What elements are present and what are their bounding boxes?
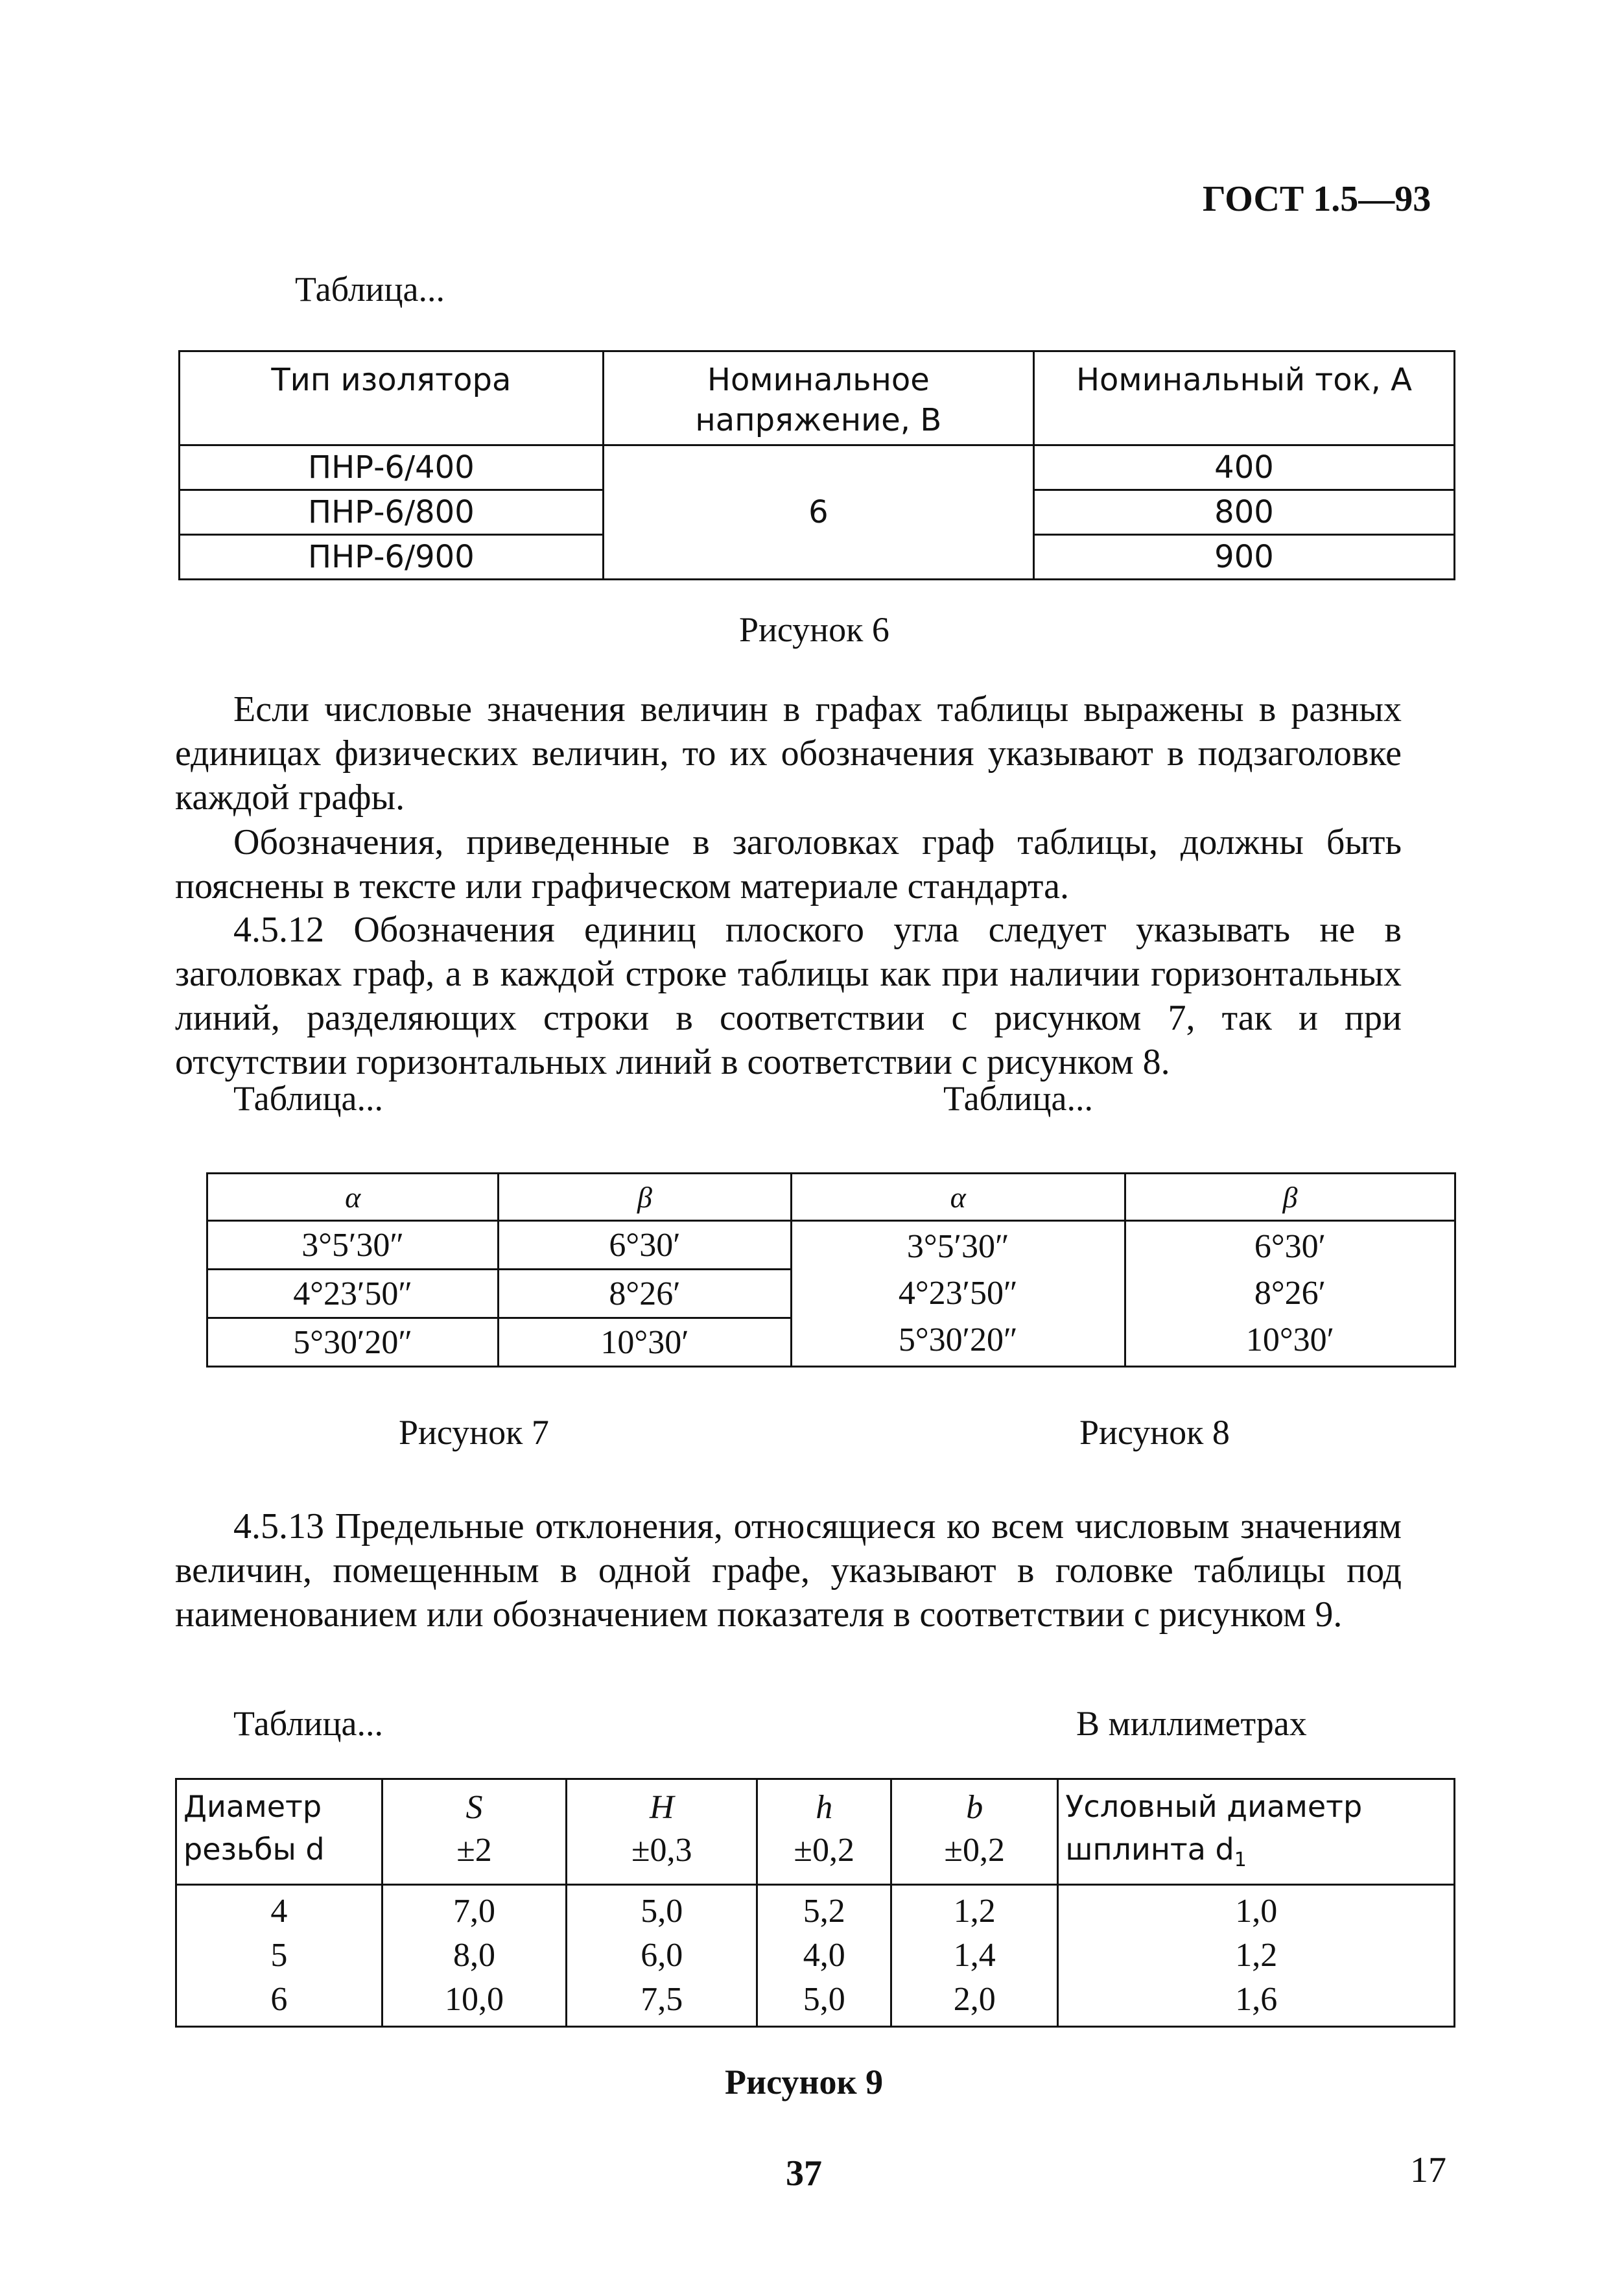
table3-units: В миллиметрах xyxy=(1076,1704,1307,1743)
col-header-thread-diameter: Диаметр резьбы d xyxy=(176,1779,382,1885)
cell-alpha: 3°5′30″ xyxy=(207,1221,499,1270)
cell-alpha: 3°5′30″ xyxy=(906,1228,1009,1265)
col-header-voltage: Номинальное напряжение, В xyxy=(603,351,1033,445)
document-code: ГОСТ 1.5—93 xyxy=(1203,179,1431,219)
col-header-beta: β xyxy=(499,1174,791,1221)
col-H-values: 5,0 6,0 7,5 xyxy=(567,1885,757,2027)
page-number-center: 37 xyxy=(786,2153,822,2194)
table2-caption-left: Таблица... xyxy=(233,1079,383,1118)
table-angles xyxy=(206,1172,1456,1367)
page-number-right: 17 xyxy=(1410,2150,1446,2190)
col-h-values: 5,2 4,0 5,0 xyxy=(757,1885,891,2027)
cell-type: ПНР-6/800 xyxy=(180,490,604,535)
figure-6-caption: Рисунок 6 xyxy=(739,610,889,649)
cell-beta: 10°30′ xyxy=(499,1318,791,1367)
figure-7-caption: Рисунок 7 xyxy=(399,1413,549,1452)
paragraph-4-5-12: 4.5.12 Обозначения единиц плоского угла следует указывать не в заголовках граф, а в каждой строке таблицы как при наличии горизонтальных линий, разделяющих строки в соответствии с рисунком 7, так и при отсутствии горизонтальных линий в соответствии с рисунком 8. xyxy=(175,910,1402,1082)
cell-type: ПНР-6/900 xyxy=(180,535,604,580)
col-header-alpha: α xyxy=(207,1174,499,1221)
col-header-beta: β xyxy=(1125,1174,1455,1221)
table-cotter-pins xyxy=(175,1778,1455,2028)
col-S-values: 7,0 8,0 10,0 xyxy=(382,1885,566,2027)
col-d1-values: 1,0 1,2 1,6 xyxy=(1058,1885,1455,2027)
paragraph-designations: Обозначения, приведенные в заголовках граф таблицы, должны быть пояснены в тексте или графическом материале стандарта. xyxy=(175,822,1402,906)
cell-current: 800 xyxy=(1033,490,1454,535)
paragraph-4-5-13: 4.5.13 Предельные отклонения, относящиеся ко всем числовым значениям величин, помещенным в одной графе, указывают в головке таблицы под наименованием или обозначением показателя в соответствии с рисунком 9. xyxy=(175,1506,1402,1635)
cell-current: 400 xyxy=(1033,445,1454,490)
cell-beta: 8°26′ xyxy=(1254,1275,1326,1312)
table1-caption: Таблица... xyxy=(295,270,445,309)
figure-9-caption: Рисунок 9 xyxy=(725,2063,884,2101)
cell-voltage: 6 xyxy=(603,445,1033,580)
table2-caption-right: Таблица... xyxy=(943,1079,1093,1118)
cell-alpha: 4°23′50″ xyxy=(898,1275,1018,1312)
table3-caption: Таблица... xyxy=(233,1704,383,1743)
col-d-values: 4 5 6 xyxy=(176,1885,382,2027)
cell-beta: 6°30′ xyxy=(1254,1228,1326,1265)
col-header-alpha: α xyxy=(791,1174,1125,1221)
cell-beta: 8°26′ xyxy=(499,1270,791,1318)
fig8-beta-column xyxy=(1125,1221,1455,1367)
cell-type: ПНР-6/400 xyxy=(180,445,604,490)
cell-beta: 10°30′ xyxy=(1245,1321,1334,1358)
col-header-S: S ±2 xyxy=(382,1779,566,1885)
cell-alpha: 5°30′20″ xyxy=(207,1318,499,1367)
cell-alpha: 5°30′20″ xyxy=(898,1321,1018,1358)
col-header-h: h ±0,2 xyxy=(757,1779,891,1885)
fig8-alpha-column xyxy=(791,1221,1125,1367)
col-header-cotter-diameter: Условный диаметр шплинта $d_1$ xyxy=(1058,1779,1455,1885)
col-b-values: 1,2 1,4 2,0 xyxy=(891,1885,1057,2027)
table-insulators xyxy=(178,350,1455,580)
paragraph-units: Если числовые значения величин в графах таблицы выражены в разных единицах физических величин, то их обозначения указывают в подзаголовке каждой графы. xyxy=(175,689,1402,818)
cell-current: 900 xyxy=(1033,535,1454,580)
col-header-b: b ±0,2 xyxy=(891,1779,1057,1885)
cell-beta: 6°30′ xyxy=(499,1221,791,1270)
col-header-H: H ±0,3 xyxy=(567,1779,757,1885)
cell-alpha: 4°23′50″ xyxy=(207,1270,499,1318)
col-header-type: Тип изолятора xyxy=(180,351,604,445)
figure-8-caption: Рисунок 8 xyxy=(1079,1413,1230,1452)
col-header-current: Номинальный ток, А xyxy=(1033,351,1454,445)
